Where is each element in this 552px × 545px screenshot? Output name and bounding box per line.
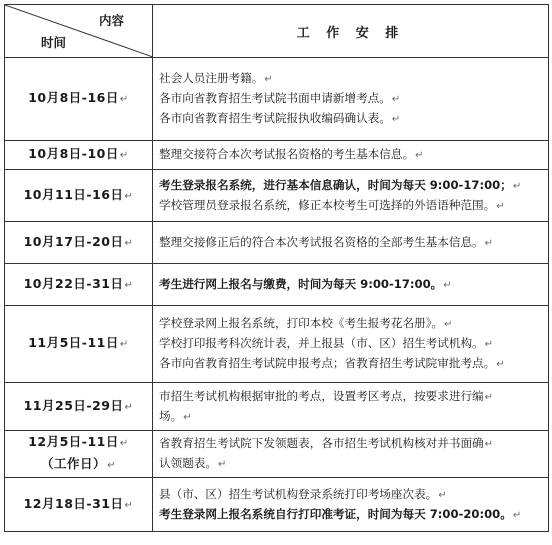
paragraph-mark-icon: ↵	[444, 319, 453, 330]
date-text: 12月5日-11日↵	[28, 434, 129, 449]
paragraph-mark-icon: ↵	[391, 94, 401, 105]
schedule-row	[5, 431, 549, 478]
schedule-row	[5, 478, 549, 532]
schedule-sheet	[4, 4, 548, 541]
schedule-row	[5, 58, 549, 141]
work-cell	[153, 264, 549, 306]
date-cell	[5, 222, 153, 264]
header-work-label: 工 作 安 排	[153, 5, 549, 58]
work-item: 认领题表。↵	[159, 456, 227, 470]
paragraph-mark-icon: ↵	[124, 499, 134, 511]
schedule-row	[5, 383, 549, 431]
date-text: 10月17日-20日↵	[23, 233, 134, 249]
date-text: 10月22日-31日↵	[23, 275, 134, 291]
work-cell	[153, 306, 549, 383]
date-text: 12月18日-31日↵	[23, 495, 134, 511]
paragraph-mark-icon: ↵	[415, 150, 424, 161]
work-cell	[153, 141, 549, 170]
schedule-row	[5, 141, 549, 170]
header-corner-cell	[5, 5, 153, 58]
paragraph-mark-icon: ↵	[484, 339, 494, 350]
diagonal-divider	[5, 5, 153, 57]
work-item: 整理交接修正后的符合本次考试报名资格的全部考生基本信息。↵	[159, 234, 494, 249]
date-cell	[5, 383, 153, 431]
date-cell	[5, 478, 153, 532]
schedule-row	[5, 264, 549, 306]
date-text: 11月25日-29日↵	[23, 397, 134, 413]
header-row	[5, 5, 549, 58]
work-item: 各市向省教育招生考试院书面申请新增考点。↵	[159, 91, 401, 105]
work-item: 考生登录网上报名系统自行打印准考证，时间为每天 7:00-20:00。↵	[159, 506, 522, 521]
work-item: 整理交接符合本次考试报名资格的考生基本信息。↵	[159, 147, 424, 161]
paragraph-mark-icon: ↵	[119, 339, 129, 350]
date-cell	[5, 170, 153, 222]
date-text: （工作日）↵	[41, 456, 116, 471]
date-cell	[5, 431, 153, 478]
header-time-label: 时间	[41, 35, 67, 50]
date-cell	[5, 58, 153, 141]
work-item: 学校打印报考科次统计表，并上报县（市、区）招生考试机构。↵	[159, 336, 494, 350]
date-cell	[5, 306, 153, 383]
paragraph-mark-icon: ↵	[119, 94, 129, 105]
schedule-row	[5, 222, 549, 264]
work-item: 场。↵	[159, 408, 192, 423]
date-text: 10月8日-16日↵	[28, 90, 129, 105]
paragraph-mark-icon: ↵	[443, 279, 452, 291]
date-text: 10月11日-16日↵	[23, 186, 134, 202]
paragraph-mark-icon: ↵	[496, 200, 505, 212]
work-cell	[153, 431, 549, 478]
paragraph-mark-icon: ↵	[484, 237, 494, 249]
paragraph-mark-icon: ↵	[264, 74, 273, 85]
paragraph-mark-icon: ↵	[119, 438, 129, 449]
paragraph-mark-icon: ↵	[484, 391, 494, 403]
schedule-table	[4, 4, 549, 532]
paragraph-mark-icon: ↵	[107, 460, 116, 471]
paragraph-mark-icon: ↵	[438, 489, 447, 501]
paragraph-mark-icon: ↵	[124, 401, 134, 413]
work-item: 县（市、区）招生考试机构登录系统打印考场座次表。↵	[159, 486, 447, 501]
date-text: 11月5日-11日↵	[28, 335, 129, 350]
work-cell	[153, 58, 549, 141]
paragraph-mark-icon: ↵	[124, 279, 134, 291]
schedule-row	[5, 170, 549, 222]
work-item: 考生进行网上报名与缴费，时间为每天 9:00-17:00。↵	[159, 276, 452, 291]
paragraph-mark-icon: ↵	[217, 459, 227, 470]
schedule-row	[5, 306, 549, 383]
work-cell	[153, 170, 549, 222]
work-item: 省教育招生考试院下发领题表，各市招生考试机构核对并书面确↵	[159, 436, 494, 450]
work-item: 各市向省教育招生考试院申报考点；省教育招生考试院审批考点。↵	[159, 356, 505, 370]
paragraph-mark-icon: ↵	[183, 411, 192, 423]
header-content-label: 内容	[98, 13, 124, 28]
work-item: 学校管理员登录报名系统，修正本校考生可选择的外语语种范围。↵	[159, 197, 505, 212]
paragraph-mark-icon: ↵	[512, 509, 522, 521]
paragraph-mark-icon: ↵	[484, 439, 494, 450]
work-item: 各市向省教育招生考试院报执收编码确认表。↵	[159, 111, 401, 125]
paragraph-mark-icon: ↵	[119, 150, 129, 161]
paragraph-mark-icon: ↵	[391, 114, 401, 125]
work-item: 市招生考试机构根据审批的考点，设置考区考点，按要求进行编↵	[159, 388, 494, 403]
work-item: 考生登录报名系统，进行基本信息确认，时间为每天 9:00-17:00；↵	[159, 177, 522, 192]
date-text: 10月8日-10日↵	[28, 146, 129, 161]
paragraph-mark-icon: ↵	[512, 180, 522, 192]
paragraph-mark-icon: ↵	[124, 237, 134, 249]
work-cell	[153, 383, 549, 431]
date-cell	[5, 264, 153, 306]
date-cell	[5, 141, 153, 170]
work-item: 社会人员注册考籍。↵	[159, 71, 273, 85]
work-cell	[153, 222, 549, 264]
work-item: 学校登录网上报名系统，打印本校《考生报考花名册》。↵	[159, 316, 453, 330]
paragraph-mark-icon: ↵	[496, 359, 505, 370]
paragraph-mark-icon: ↵	[124, 190, 134, 202]
work-cell	[153, 478, 549, 532]
